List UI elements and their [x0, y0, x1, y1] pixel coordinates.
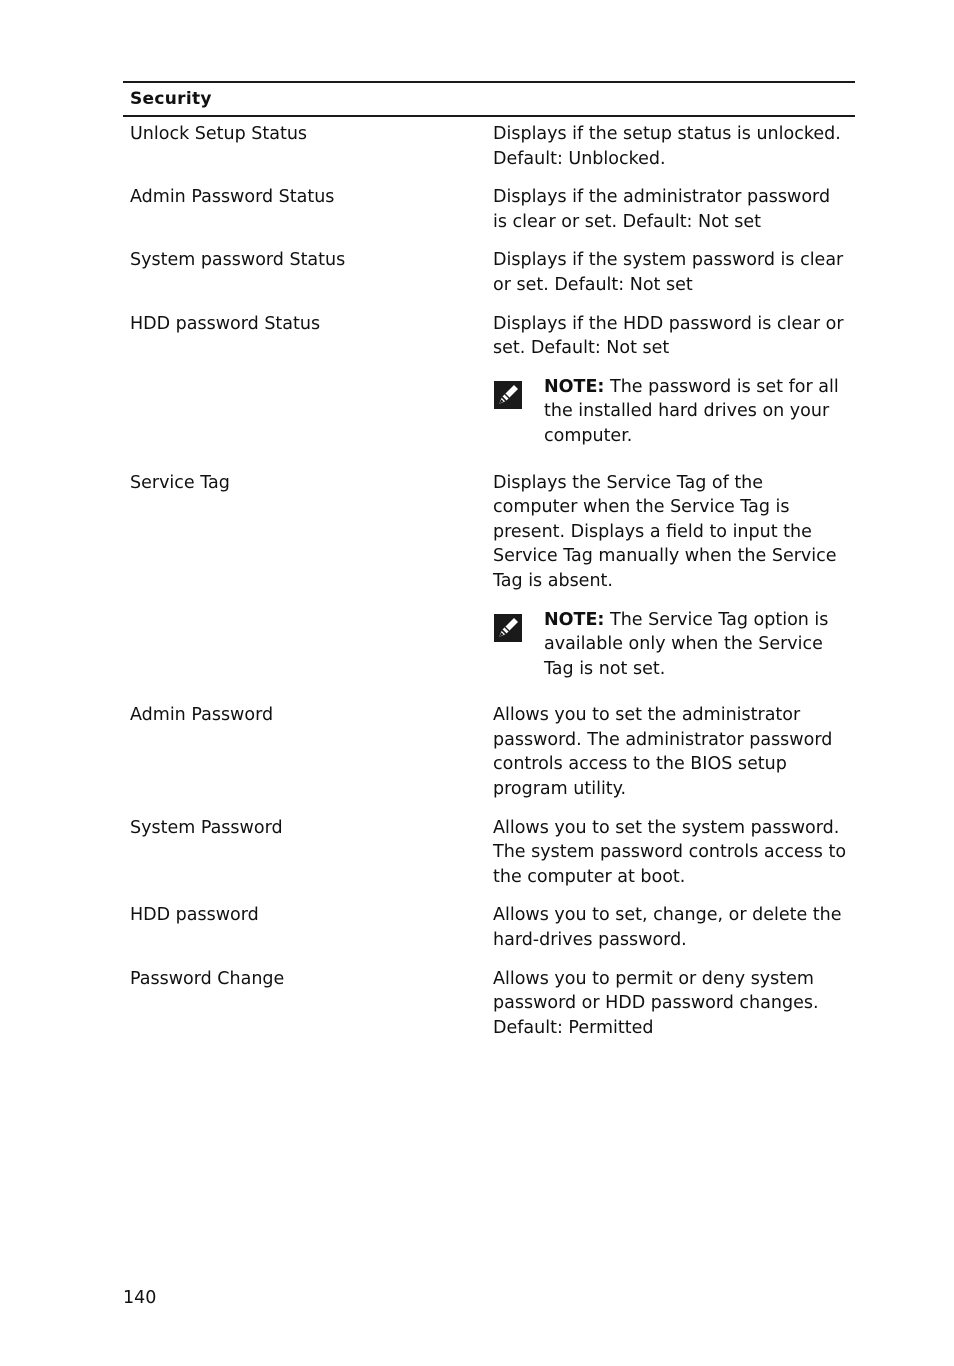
note-body: The Service Tag option is available only when the Service Tag is not set. [544, 609, 829, 679]
setting-description [486, 312, 848, 457]
description-text: Displays if the administrator password is clear or set. Default: Not set [493, 187, 831, 232]
description-text: Allows you to permit or deny system password or HDD password changes. Default: Permitted [493, 968, 819, 1038]
setting-description [486, 816, 848, 890]
setting-name: Admin Password Status [130, 187, 335, 208]
table-header [123, 81, 855, 117]
description-text: Allows you to set the system password. The system password controls access to the computer at boot. [493, 817, 847, 887]
setting-description [486, 967, 848, 1041]
setting-name: HDD password [130, 905, 259, 926]
setting-name: HDD password Status [130, 313, 321, 334]
description-text: Allows you to set the administrator password. The administrator password controls access to the BIOS setup program utility. [493, 705, 833, 800]
pencil-note-icon [493, 380, 523, 410]
note-body: The password is set for all the installed hard drives on your computer. [544, 376, 839, 446]
note-text [544, 608, 848, 682]
table-row [123, 816, 855, 890]
table-row [123, 903, 855, 952]
note-label: NOTE: [544, 376, 605, 397]
setting-name: System password Status [130, 250, 346, 271]
setting-description [486, 248, 848, 297]
note-callout [493, 608, 848, 682]
table-title: Security [130, 89, 212, 109]
setting-name: Service Tag [130, 472, 230, 493]
note-text [544, 375, 848, 449]
table-row [123, 248, 855, 297]
security-table [123, 81, 855, 1054]
table-row [123, 703, 855, 801]
description-text: Displays if the setup status is unlocked. Default: Unblocked. [493, 124, 841, 169]
setting-description [486, 703, 848, 801]
table-row [123, 185, 855, 234]
description-text: Displays if the system password is clear or set. Default: Not set [493, 250, 844, 295]
table-row [123, 312, 855, 457]
description-text: Allows you to set, change, or delete the hard-drives password. [493, 905, 842, 951]
table-row [123, 967, 855, 1041]
setting-name: System Password [130, 817, 283, 838]
note-label: NOTE: [544, 609, 605, 630]
setting-description [486, 471, 848, 690]
page-number: 140 [123, 1288, 157, 1308]
note-callout [493, 375, 848, 449]
setting-description [486, 122, 848, 171]
pencil-note-icon [493, 613, 523, 643]
setting-name: Password Change [130, 968, 285, 989]
table-row [123, 122, 855, 171]
setting-description [486, 185, 848, 234]
description-text: Displays the Service Tag of the computer when the Service Tag is present. Displays a field to input the Service Tag manually when the Service Tag is absent. [493, 472, 837, 591]
table-body [123, 117, 855, 1040]
setting-name: Admin Password [130, 705, 274, 726]
setting-description [486, 903, 848, 952]
setting-name: Unlock Setup Status [130, 124, 308, 144]
table-row [123, 471, 855, 690]
description-text: Displays if the HDD password is clear or set. Default: Not set [493, 313, 844, 359]
